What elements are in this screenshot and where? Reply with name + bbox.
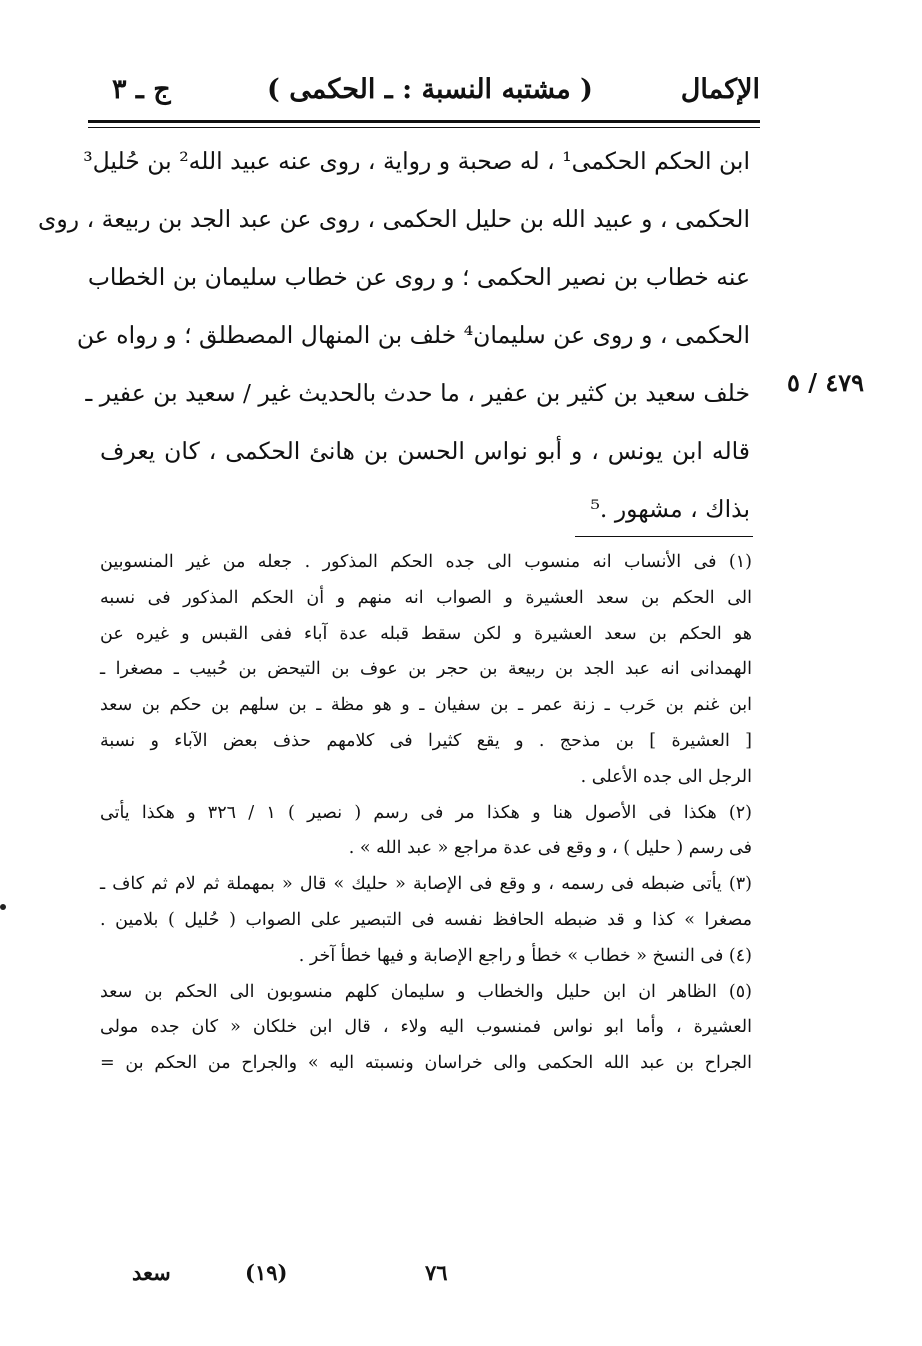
footnote-line: (٢) هكذا فى الأصول هنا و هكذا مر فى رسم ( نصير ) ١ / ٣٢٦ و هكذا يأتى (100, 802, 752, 823)
volume-label: ج ـ ٣ (112, 74, 171, 105)
header-rule-thick (88, 120, 760, 123)
page-footer (100, 1255, 760, 1291)
main-text-line: الحكمى ، و عبيد الله بن حليل الحكمى ، روى عن عبد الجد بن ربيعة ، روى (38, 205, 750, 233)
main-text-line: الحكمى ، و روى عن سليمان⁴ خلف بن المنهال المصطلق ؛ و رواه عن (76, 321, 750, 349)
scan-edge-mark (0, 904, 6, 910)
footnote-line: العشيرة ، وأما ابو نواس فمنسوب اليه ولاء ، قال ابن خلكان « كان جده مولى (100, 1017, 752, 1038)
main-text-line: عنه خطاب بن نصير الحكمى ؛ و روى عن خطاب سليمان بن الخطاب (87, 263, 750, 291)
footnote-separator (575, 536, 753, 537)
footnote-line: الى الحكم بن سعد العشيرة و الصواب انه منهم و أن الحكم المذكور فى نسبه (100, 587, 752, 608)
main-text (38, 132, 750, 538)
section-title: ( مشتبه النسبة : ـ الحكمى ) (267, 74, 593, 105)
main-text-line: ابن الحكم الحكمى¹ ، له صحبة و رواية ، روى عنه عبيد الله² بن حُليل³ (83, 147, 750, 175)
footnote-line: (٥) الظاهر ان ابن حليل والخطاب و سليمان كلهم منسوبون الى الحكم بن سعد (100, 981, 752, 1002)
main-text-line: قاله ابن يونس ، و أبو نواس الحسن بن هانئ الحكمى ، كان يعرف (100, 437, 750, 465)
footnotes (100, 545, 752, 1082)
footnote-line: (١) فى الأنساب انه منسوب الى جده الحكم المذكور . جعله من غير المنسوبين (100, 552, 752, 572)
footnote-line: (٤) فى النسخ « خطاب » خطأ و راجع الإصابة و فيها خطأ آخر . (298, 945, 752, 966)
page-number: ٧٦ (425, 1260, 448, 1285)
footnote-line: الجراح بن عبد الله الحكمى والى خراسان ونسبته اليه » والجراح من الحكم بن = (100, 1053, 752, 1074)
catchword: سعد (132, 1260, 171, 1285)
book-title: الإكمال (680, 74, 760, 105)
footnote-line: هو الحكم بن سعد العشيرة و لكن سقط قبله عدة آباء ففى القبس و غيره عن (100, 623, 752, 644)
footnote-line: ابن غنم بن حَرب ـ زنة عمر ـ بن سفيان ـ و هو مظة ـ بن سلهم بن حكم بن سعد (100, 695, 752, 716)
footnote-line: [ العشيرة ] بن مذحج . و يقع كثيرا فى كلامهم حذف بعض الآباء و نسبة (100, 730, 752, 751)
footnote-line: (٣) يأتى ضبطه فى رسمه ، و وقع فى الإصابة « حليك » قال « بمهملة ثم لام ثم كاف ـ (100, 874, 752, 895)
main-text-line: خلف سعيد بن كثير بن عفير ، ما حدث بالحديث غير / سعيد بن عفير ـ (85, 379, 750, 407)
main-text-line: بذاك ، مشهور .⁵ (590, 495, 750, 523)
margin-reference: ٤٧٩ / ٥ (786, 368, 864, 397)
footnote-line: الهمدانى انه عبد الجد بن ربيعة بن حجر بن عوف بن التيحض بن حُبيب ـ مصغرا ـ (100, 659, 752, 680)
signature-mark: (١٩) (245, 1260, 288, 1285)
footnote-line: فى رسم ( حليل ) ، و وقع فى عدة مراجع « عبد الله » . (348, 838, 752, 859)
footnote-line: الرجل الى جده الأعلى . (580, 766, 752, 787)
running-header (100, 70, 760, 110)
footnote-line: مصغرا » كذا و قد ضبطه الحافظ نفسه فى التبصير على الصواب ( حُليل ) بلامين . (100, 909, 752, 930)
header-rule-thin (88, 127, 760, 128)
